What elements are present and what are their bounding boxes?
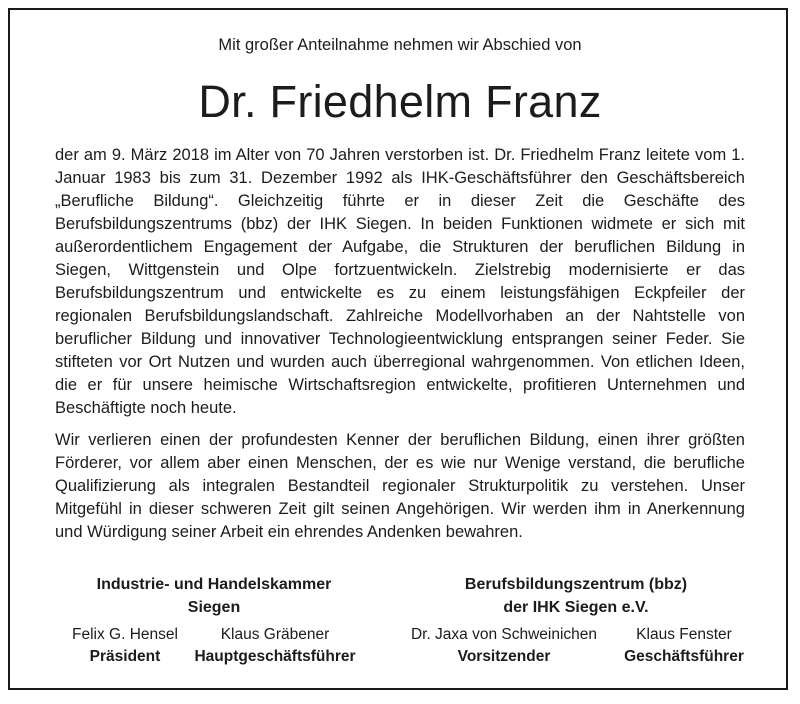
signatory-role: Präsident [89,648,161,665]
organization-name-line-1: Berufsbildungszentrum (bbz) [464,576,688,593]
organization-name-line-2: der IHK Siegen e.V. [503,599,649,616]
signatory-role: Hauptgeschäftsführer [194,648,356,665]
organization-bbz [400,573,752,619]
signatory-role: Vorsitzender [457,648,551,665]
organization-name-line-2: Siegen [187,599,241,616]
signatory-role: Geschäftsführer [624,648,744,665]
organization-name-line-1: Industrie- und Handelskammer [96,576,332,593]
signatory-name: Klaus Fenster [636,626,732,643]
signatory-schweinichen [400,624,608,668]
obituary-paragraph-2: Wir verlieren einen der profundesten Kenner der beruflichen Bildung, einen ihrer größten Förderer, vor allem aber einen Menschen, der es wie nur Wenige verstand, die berufliche Qualifizierung als integralen Bestandteil regionaler Strukturpolitik zu verstehen. Unser Mitgefühl in dieser schweren Zeit gilt seinen Angehörigen. Wir werden ihm in Anerkennung und Würdigung seiner Arbeit ein ehrendes Andenken bewahren. [55,431,745,541]
obituary-paragraph-1: der am 9. März 2018 im Alter von 70 Jahren verstorben ist. Dr. Friedhelm Franz leitete vom 1. Januar 1983 bis zum 31. Dezember 1992 als IHK-Geschäftsführer den Geschäftsbereich „Berufliche Bildung“. Gleichzeitig führte er in dieser Zeit die Geschäfte des Berufsbildungszentrums (bbz) der IHK Siegen. In beiden Funktionen widmete er sich mit außerordentlichem Engagement der Aufgabe, die Strukturen der beruflichen Bildung in Siegen, Wittgenstein und Olpe fortzuentwickeln. Zielstrebig modernisierte er das Berufsbildungszentrum und entwickelte es zu einem leistungsfähigen Eckpfeiler der regionalen Berufsbildungslandschaft. Zahlreiche Modellvorhaben an der Nahtstelle von beruflicher Bildung und innovativer Technologieentwicklung entsprangen seiner Feder. Sie stifteten vor Ort Nutzen und wurden auch überregional wahrgenommen. Von etlichen Ideen, die er für unsere heimische Wirtschaftsregion entwickelte, profitieren Unternehmen und Beschäftigte noch heute. [55,146,745,417]
intro-line: Mit großer Anteilnahme nehmen wir Abschied von [218,36,582,54]
signatory-name: Klaus Gräbener [220,626,330,643]
signatory-name: Dr. Jaxa von Schweinichen [410,626,598,643]
deceased-name: Dr. Friedhelm Franz [198,76,602,127]
signatory-hensel [55,624,195,668]
signatory-name: Felix G. Hensel [72,626,178,643]
organization-ihk [55,573,373,619]
signatory-graebener [180,624,370,668]
signatory-fenster [614,624,754,668]
